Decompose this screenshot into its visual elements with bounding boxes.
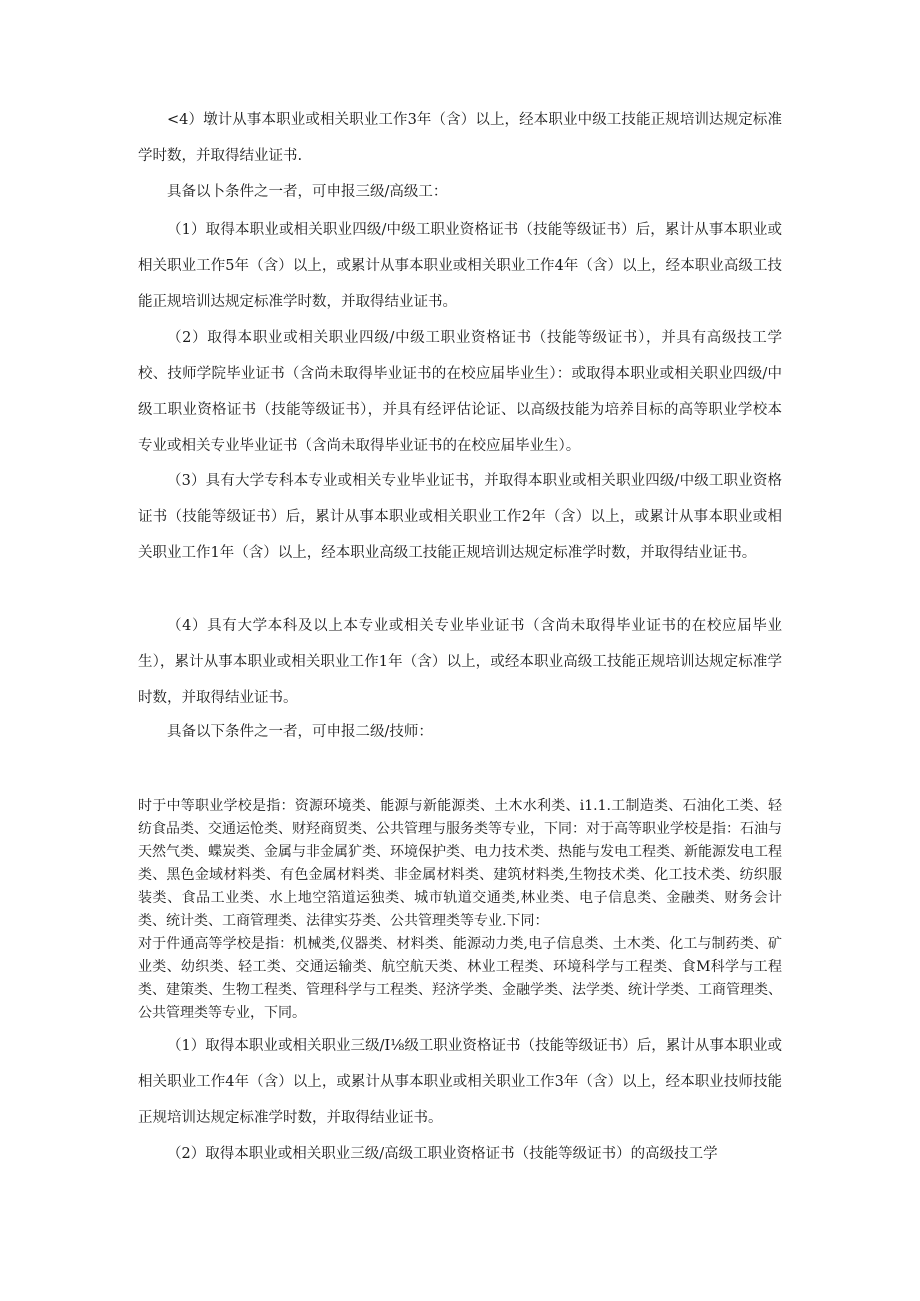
footnote-universities: 对于件通高等学校是指：机械类,仪器类、材料类、能源动力类,电子信息类、土木类、化工与制药类、矿业类、幼织类、轻工类、交通运输类、航空航天类、林业工程类、环境科学与工程类、食M科学与工程类、建策类、生物工程类、管理科学与工程类、羟济学类、金融学类、法学类、统计学类、工商管理类、公共管理类等专业，下同。 <box>138 936 782 1021</box>
paragraph-technician-item-1: （1）取得本职业或相关职业三级/I⅛级工职业资格证书（技能等级证书）后，累计从事本职业或相关职业工作4年（含）以上，或累计从事本职业或相关职业工作3年（含）以上，经本职业技师技能正规培训达规定标准学时数，并取得结业证书。 <box>138 1038 782 1126</box>
paragraph-technician-heading: 具备以下条件之一者，可申报二级/技师： <box>167 724 433 740</box>
paragraph-senior-item-3: （3）具有大学专科本专业或相关专业毕业证书，并取得本职业或相关职业四级/中级工职业资格证书（技能等级证书）后，累计从事本职业或相关职业工作2年（含）以上，或累计从事本职业或相关职业工作1年（含）以上，经本职业高级工技能正规培训达规定标准学时数，并取得结业证书。 <box>138 473 782 561</box>
paragraph-senior-item-1: （1）取得本职业或相关职业四级/中级工职业资格证书（技能等级证书）后，累计从事本职业或相关职业工作5年（含）以上，或累计从事本职业或相关职业工作4年（含）以上，经本职业高级工技能正规培训达规定标准学时数，并取得结业证书。 <box>138 222 782 310</box>
paragraph-intermediate-item-4: <4）墩计从事本职业或相关职业工作3年（含）以上，经本职业中级工技能正规培训达规定标准学时数，并取得结业证书. <box>138 112 782 164</box>
paragraph-senior-item-2: （2）取得本职业或相关职业四级/中级工职业资格证书（技能等级证书），并具有高级技工学校、技师学院毕业证书（含尚未取得毕业证书的在校应届毕业生）：或取得本职业或相关职业四级/中级工职业资格证书（技能等级证书），并具有经评估论证、以高级技能为培养目标的高等职业学校本专业或相关专业毕业证书（含尚未取得毕业证书的在校应届毕业生）。 <box>138 330 782 454</box>
paragraph-senior-item-4: （4）具有大学本科及以上本专业或相关专业毕业证书（含尚未取得毕业证书的在校应届毕业生），累计从事本职业或相关职业工作1年（含）以上，或经本职业高级工技能正规培训达规定标准学时数，并取得结业证书。 <box>138 618 782 706</box>
paragraph-technician-item-2: （2）取得本职业或相关职业三级/高级工职业资格证书（技能等级证书）的高级技工学 <box>167 1146 718 1162</box>
footnote-vocational-schools: 时于中等职业学校是指：资源环境类、能源与新能源类、土木水利类、i1.1.工制造类、石油化工类、轻纺食品类、交通运怆类、财羟商贸类、公共管理与服务类等专业，下同：对于高等职业学校是指：石油与天然气类、蝶炭类、金属与非金属犷类、环境保护类、电力技术类、热能与发电工程类、新能源发电工程类、黑色金域材料类、有色金属材料类、非金属材料类、建筑材料类,生物技术类、化工技术类、纺织服装类、食品工业类、水上地空箔道运独类、城市轨道交通类,林业类、电子信息类、金融类、财务会计类、统计类、工商管理类、法律实芬类、公共管理类等专业.下同： <box>138 798 782 929</box>
footnote-block <box>138 795 782 1065</box>
paragraph-senior-heading: 具备以卜条件之一者，可申报三级/高级工： <box>167 184 448 200</box>
